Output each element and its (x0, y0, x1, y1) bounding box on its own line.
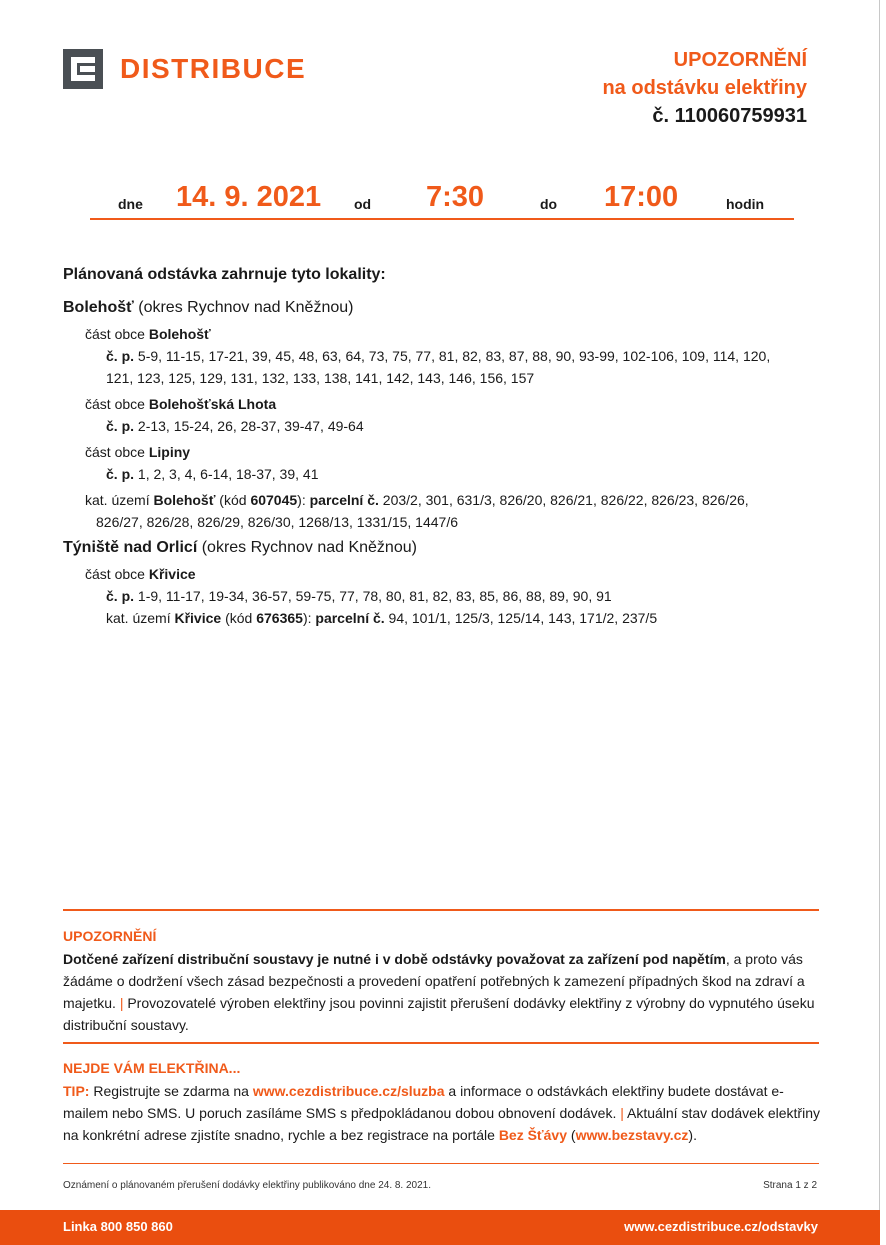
outage-date: 14. 9. 2021 (176, 181, 322, 213)
town-district: (okres Rychnov nad Kněžnou) (138, 299, 354, 316)
published-note: Oznámení o plánovaném přerušení dodávky elektřiny publikováno dne 24. 8. 2021. (63, 1180, 432, 1191)
town-part-name: Křivice (148, 566, 196, 582)
do-label: do (540, 196, 558, 212)
cez-logo-icon (63, 49, 103, 89)
warning-box (63, 925, 823, 1036)
house-numbers: č. p. 1, 2, 3, 4, 6-14, 18-37, 39, 41 (106, 466, 319, 482)
hotline[interactable]: Linka 800 850 860 (63, 1219, 173, 1234)
localities-section (63, 264, 823, 629)
schedule-bar (90, 178, 794, 220)
notice-title (602, 46, 807, 130)
notice-title-line1: UPOZORNĚNÍ (673, 49, 807, 71)
house-numbers: č. p. 5-9, 11-15, 17-21, 39, 45, 48, 63, 64, 73, 75, 77, 81, 82, 83, 87, 88, 90, 93-99, 102-106, 109, 114, 120, 121, 123, 125, 129, 131, 132, 133, 138, 141, 142, 143, 146, 156, 157 (106, 348, 771, 386)
footer-bar (0, 1210, 880, 1245)
time-to: 17:00 (604, 181, 679, 213)
town-part-heading: část obce Bolehošťská Lhota (85, 396, 277, 412)
town-tyniste (63, 537, 823, 559)
footer-divider (63, 1163, 819, 1164)
town-part-heading: část obce Křivice (85, 566, 196, 582)
warning-title: UPOZORNĚNÍ (63, 928, 157, 944)
cadastral-parcels: kat. území Bolehošť (kód 607045): parcelní č. 203/2, 301, 631/3, 826/20, 826/21, 826/22, 826/23, 826/26, 826/27, 826/28, 826/29, 826/30, 1268/13, 1331/15, 1447/6 (85, 492, 749, 530)
hodin-label: hodin (726, 196, 765, 212)
cadastral-parcels: kat. území Křivice (kód 676365): parcelní č. 94, 101/1, 125/3, 125/14, 143, 171/2, 237/5 (106, 610, 658, 626)
house-numbers: č. p. 1-9, 11-17, 19-34, 36-57, 59-75, 77, 78, 80, 81, 82, 83, 85, 86, 88, 89, 90, 91 (106, 588, 612, 604)
outage-website-link[interactable]: www.cezdistribuce.cz/odstavky (624, 1219, 818, 1234)
town-part-name: Bolehošťská Lhota (148, 396, 277, 412)
town-name: Týniště nad Orlicí (63, 539, 198, 556)
logo-text: DISTRIBUCE (120, 53, 307, 84)
town-part-name: Bolehošť (148, 326, 211, 342)
localities-heading: Plánovaná odstávka zahrnuje tyto lokality: (63, 266, 386, 283)
town-part-name: Lipiny (148, 444, 191, 460)
no-power-text: TIP: Registrujte se zdarma na www.cezdistribuce.cz/sluzba a informace o odstávkách elektřiny budete dostávat e-mailem nebo SMS. U poruch zasíláme SMS s předpokládanou dobou obnovení dodávek. | Aktuální stav dodávek elektřiny na konkrétní adrese zjistíte snadno, rychle a bez registrace na portále Bez Šťávy (www.bezstavy.cz). (63, 1083, 820, 1143)
town-part-heading: část obce Bolehošť (85, 326, 211, 342)
no-power-title: NEJDE VÁM ELEKTŘINA... (63, 1060, 241, 1076)
time-from: 7:30 (426, 181, 485, 213)
town-name: Bolehošť (63, 299, 134, 316)
od-label: od (354, 196, 372, 212)
notice-title-line2: na odstávku elektřiny (602, 77, 807, 99)
divider (63, 909, 819, 911)
cez-logo (63, 49, 306, 89)
dne-label: dne (118, 196, 143, 212)
no-power-box (63, 1057, 823, 1146)
town-bolehost (63, 297, 823, 319)
notice-number: č. 110060759931 (652, 105, 807, 127)
page-number: Strana 1 z 2 (763, 1180, 817, 1191)
town-part-heading: část obce Lipiny (85, 444, 191, 460)
warning-text: Dotčené zařízení distribuční soustavy je nutné i v době odstávky považovat za zařízení pod napětím, a proto vás žádáme o dodržení všech zásad bezpečnosti a provedení opatření potřebných k zamezení případných škod na zdraví a majetku. | Provozovatelé výroben elektřiny jsou povinni zajistit přerušení dodávky elektřiny z výrobny do vypnutého úseku distribuční soustavy. (63, 951, 815, 1033)
divider (63, 1042, 819, 1044)
bez-stavy-link[interactable]: Bez Šťávy (498, 1127, 568, 1143)
bezstavy-url-link[interactable]: www.bezstavy.cz (575, 1127, 689, 1143)
town-district: (okres Rychnov nad Kněžnou) (201, 539, 417, 556)
house-numbers: č. p. 2-13, 15-24, 26, 28-37, 39-47, 49-64 (106, 418, 364, 434)
service-link[interactable]: www.cezdistribuce.cz/sluzba (252, 1083, 445, 1099)
